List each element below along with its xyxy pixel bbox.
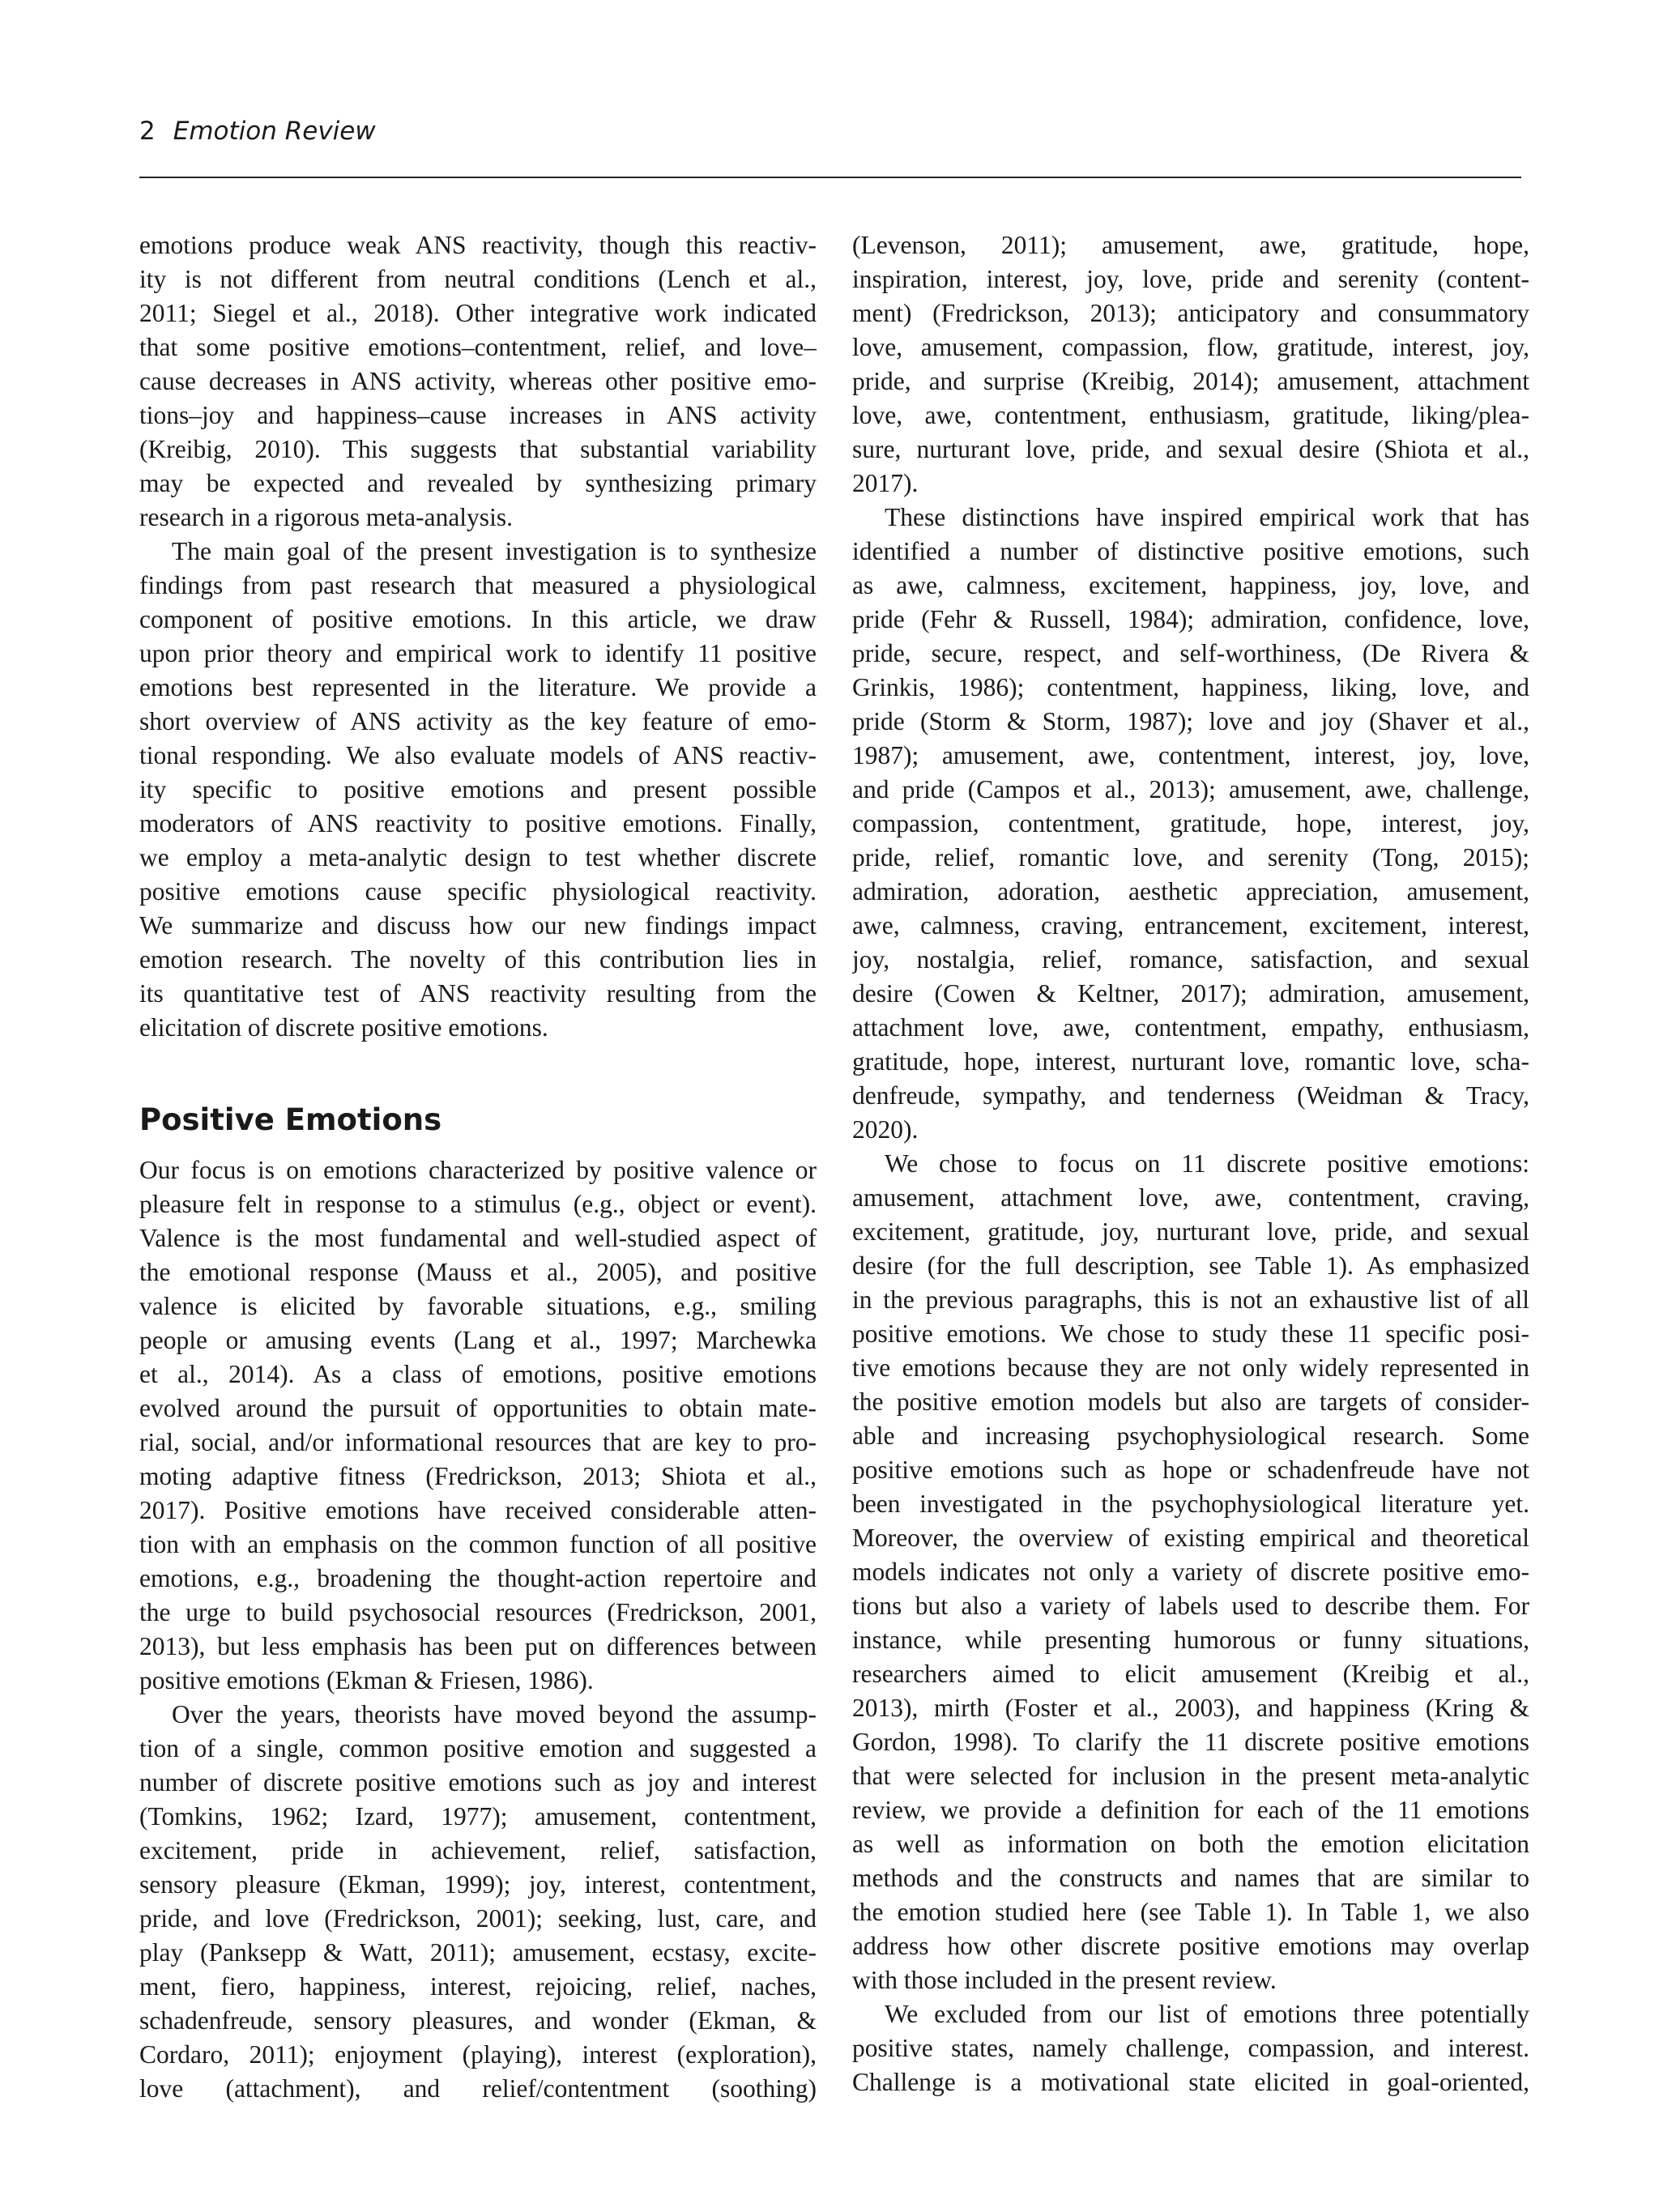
- text-line: address how other discrete positive emotions may overlap: [852, 1932, 1529, 1960]
- text-line: moderators of ANS reactivity to positive emotions. Finally,: [139, 809, 817, 837]
- paragraph: [139, 535, 817, 1045]
- text-line: ity specific to positive emotions and present possible: [139, 775, 817, 803]
- text-line: pride (Storm & Storm, 1987); love and joy (Shaver et al.,: [852, 707, 1529, 735]
- text-line: that were selected for inclusion in the present meta-analytic: [852, 1762, 1529, 1790]
- text-line: pride, secure, respect, and self-worthiness, (De Rivera &: [852, 639, 1529, 667]
- text-line: methods and the constructs and names that are similar to: [852, 1864, 1529, 1892]
- text-line: the emotional response (Mauss et al., 2005), and positive: [139, 1258, 817, 1286]
- text-line: that some positive emotions–contentment, relief, and love–: [139, 333, 817, 361]
- text-line: Cordaro, 2011); enjoyment (playing), interest (exploration),: [139, 2040, 817, 2069]
- text-line: denfreude, sympathy, and tenderness (Weidman & Tracy,: [852, 1081, 1529, 1110]
- text-line: attachment love, awe, contentment, empathy, enthusiasm,: [852, 1013, 1529, 1042]
- text-line: we employ a meta-analytic design to test whether discrete: [139, 843, 817, 872]
- text-line: (Tomkins, 1962; Izard, 1977); amusement, contentment,: [139, 1802, 817, 1831]
- text-line: admiration, adoration, aesthetic appreciation, amusement,: [852, 877, 1529, 906]
- text-line: tion with an emphasis on the common function of all positive: [139, 1530, 817, 1558]
- text-line: 2011; Siegel et al., 2018). Other integrative work indicated: [139, 299, 817, 327]
- text-line: positive emotions such as hope or schadenfreude have not: [852, 1455, 1529, 1484]
- text-line: instance, while presenting humorous or funny situations,: [852, 1626, 1529, 1654]
- paragraph: [139, 1698, 817, 2106]
- text-line: amusement, attachment love, awe, contentment, craving,: [852, 1183, 1529, 1212]
- text-line: (Kreibig, 2010). This suggests that substantial variability: [139, 435, 817, 463]
- text-line: upon prior theory and empirical work to identify 11 positive: [139, 639, 817, 667]
- text-line: emotions, e.g., broadening the thought-action repertoire and: [139, 1564, 817, 1592]
- text-line: love, awe, contentment, enthusiasm, gratitude, liking/plea-: [852, 401, 1529, 429]
- text-line: tions–joy and happiness–cause increases in ANS activity: [139, 401, 817, 429]
- text-line: tional responding. We also evaluate models of ANS reactiv-: [139, 741, 817, 769]
- header-rule: [139, 177, 1521, 178]
- text-line: ment) (Fredrickson, 2013); anticipatory and consummatory: [852, 299, 1529, 327]
- text-line: been investigated in the psychophysiological literature yet.: [852, 1490, 1529, 1518]
- text-line: Grinkis, 1986); contentment, happiness, liking, love, and: [852, 673, 1529, 701]
- text-line: review, we provide a definition for each of the 11 emotions: [852, 1796, 1529, 1824]
- text-line: We summarize and discuss how our new findings impact: [139, 911, 817, 940]
- text-line: short overview of ANS activity as the key feature of emo-: [139, 707, 817, 735]
- text-line: (Levenson, 2011); amusement, awe, gratitude, hope,: [852, 231, 1529, 259]
- text-line: Challenge is a motivational state elicited in goal-oriented,: [852, 2068, 1529, 2096]
- text-line: rial, social, and/or informational resources that are key to pro-: [139, 1428, 817, 1456]
- text-line: able and increasing psychophysiological research. Some: [852, 1421, 1529, 1450]
- text-line: positive emotions cause specific physiological reactivity.: [139, 877, 817, 906]
- text-line: joy, nostalgia, relief, romance, satisfaction, and sexual: [852, 945, 1529, 974]
- text-line: 2017). Positive emotions have received considerable atten-: [139, 1496, 817, 1524]
- text-line: emotion research. The novelty of this contribution lies in: [139, 945, 817, 974]
- text-line: inspiration, interest, joy, love, pride and serenity (content-: [852, 265, 1529, 293]
- text-line: and pride (Campos et al., 2013); amusement, awe, challenge,: [852, 775, 1529, 803]
- text-line: sure, nurturant love, pride, and sexual desire (Shiota et al.,: [852, 435, 1529, 463]
- text-line: cause decreases in ANS activity, whereas other positive emo-: [139, 367, 817, 395]
- text-line: the urge to build psychosocial resources (Fredrickson, 2001,: [139, 1598, 817, 1626]
- text-line: gratitude, hope, interest, nurturant love, romantic love, scha-: [852, 1047, 1529, 1076]
- text-line: positive emotions (Ekman & Friesen, 1986).: [139, 1666, 594, 1694]
- paragraph: [852, 1147, 1529, 1997]
- text-line: as awe, calmness, excitement, happiness, joy, love, and: [852, 571, 1529, 599]
- text-line: sensory pleasure (Ekman, 1999); joy, interest, contentment,: [139, 1870, 817, 1899]
- text-line: 2013), mirth (Foster et al., 2003), and happiness (Kring &: [852, 1694, 1529, 1722]
- text-line: ity is not different from neutral conditions (Lench et al.,: [139, 265, 817, 293]
- text-line: Valence is the most fundamental and well-studied aspect of: [139, 1224, 817, 1252]
- text-line: tion of a single, common positive emotion and suggested a: [139, 1734, 817, 1762]
- text-line: desire (for the full description, see Table 1). As emphasized: [852, 1251, 1529, 1280]
- text-line: We excluded from our list of emotions three potentially: [885, 2000, 1529, 2028]
- text-line: desire (Cowen & Keltner, 2017); admiration, amusement,: [852, 979, 1529, 1008]
- journal-title: Emotion Review: [173, 117, 376, 146]
- text-line: positive emotions. We chose to study these 11 specific posi-: [852, 1319, 1529, 1348]
- text-line: These distinctions have inspired empirical work that has: [885, 503, 1529, 531]
- text-line: moting adaptive fitness (Fredrickson, 2013; Shiota et al.,: [139, 1462, 817, 1490]
- text-line: love (attachment), and relief/contentment (soothing): [139, 2074, 817, 2103]
- text-line: 2013), but less emphasis has been put on differences between: [139, 1632, 817, 1660]
- text-line: its quantitative test of ANS reactivity resulting from the: [139, 979, 817, 1008]
- text-line: identified a number of distinctive positive emotions, such: [852, 537, 1529, 565]
- text-line: 2017).: [852, 469, 919, 497]
- running-head: [139, 113, 376, 149]
- text-line: We chose to focus on 11 discrete positive emotions:: [885, 1149, 1529, 1178]
- text-line: ment, fiero, happiness, interest, rejoicing, relief, naches,: [139, 1972, 817, 2001]
- text-line: positive states, namely challenge, compassion, and interest.: [852, 2034, 1529, 2062]
- text-line: may be expected and revealed by synthesizing primary: [139, 469, 817, 497]
- text-line: tions but also a variety of labels used to describe them. For: [852, 1592, 1529, 1620]
- text-line: tive emotions because they are not only widely represented in: [852, 1353, 1529, 1382]
- text-line: in the previous paragraphs, this is not an exhaustive list of all: [852, 1285, 1529, 1314]
- text-line: the positive emotion models but also are targets of consider-: [852, 1387, 1529, 1416]
- page-number: 2: [139, 117, 156, 146]
- text-line: The main goal of the present investigation is to synthesize: [172, 537, 817, 565]
- text-line: models indicates not only a variety of discrete positive emo-: [852, 1558, 1529, 1586]
- text-line: valence is elicited by favorable situations, e.g., smiling: [139, 1292, 817, 1320]
- text-line: pride, relief, romantic love, and serenity (Tong, 2015);: [852, 843, 1529, 872]
- text-line: Our focus is on emotions characterized by positive valence or: [139, 1156, 817, 1184]
- paragraph: [852, 228, 1529, 501]
- text-line: people or amusing events (Lang et al., 1997; Marchewka: [139, 1326, 817, 1354]
- text-line: pride (Fehr & Russell, 1984); admiration, confidence, love,: [852, 605, 1529, 633]
- text-line: researchers aimed to elicit amusement (Kreibig et al.,: [852, 1660, 1529, 1688]
- text-line: love, amusement, compassion, flow, gratitude, interest, joy,: [852, 333, 1529, 361]
- text-line: pleasure felt in response to a stimulus (e.g., object or event).: [139, 1190, 817, 1218]
- text-line: Over the years, theorists have moved beyond the assump-: [172, 1700, 817, 1728]
- right-column: [852, 228, 1529, 2099]
- text-line: evolved around the pursuit of opportunities to obtain mate-: [139, 1394, 817, 1422]
- section-heading: Positive Emotions: [139, 1102, 442, 1137]
- text-line: the emotion studied here (see Table 1). In Table 1, we also: [852, 1898, 1529, 1926]
- text-line: component of positive emotions. In this article, we draw: [139, 605, 817, 633]
- text-line: emotions best represented in the literature. We provide a: [139, 673, 817, 701]
- text-line: findings from past research that measured a physiological: [139, 571, 817, 599]
- text-line: pride, and surprise (Kreibig, 2014); amusement, attachment: [852, 367, 1529, 395]
- text-line: schadenfreude, sensory pleasures, and wonder (Ekman, &: [139, 2006, 817, 2035]
- text-line: number of discrete positive emotions such as joy and interest: [139, 1768, 817, 1796]
- text-line: compassion, contentment, gratitude, hope, interest, joy,: [852, 809, 1529, 837]
- text-line: excitement, pride in achievement, relief, satisfaction,: [139, 1836, 817, 1865]
- text-line: emotions produce weak ANS reactivity, though this reactiv-: [139, 231, 817, 259]
- paragraph: [852, 501, 1529, 1147]
- text-line: Gordon, 1998). To clarify the 11 discrete positive emotions: [852, 1728, 1529, 1756]
- text-line: pride, and love (Fredrickson, 2001); seeking, lust, care, and: [139, 1904, 817, 1933]
- text-line: with those included in the present review.: [852, 1966, 1277, 1994]
- text-line: awe, calmness, craving, entrancement, excitement, interest,: [852, 911, 1529, 940]
- text-line: et al., 2014). As a class of emotions, positive emotions: [139, 1360, 817, 1388]
- text-line: 2020).: [852, 1115, 919, 1144]
- text-line: Moreover, the overview of existing empirical and theoretical: [852, 1524, 1529, 1552]
- text-line: elicitation of discrete positive emotions.: [139, 1013, 548, 1042]
- text-line: 1987); amusement, awe, contentment, interest, joy, love,: [852, 741, 1529, 769]
- text-line: as well as information on both the emotion elicitation: [852, 1830, 1529, 1858]
- text-line: excitement, gratitude, joy, nurturant love, pride, and sexual: [852, 1217, 1529, 1246]
- paragraph: [139, 1153, 817, 1698]
- text-line: research in a rigorous meta-analysis.: [139, 503, 513, 531]
- paragraph: [139, 228, 817, 535]
- left-column: [139, 228, 817, 2106]
- paragraph: [852, 1997, 1529, 2099]
- text-line: play (Panksepp & Watt, 2011); amusement, ecstasy, excite-: [139, 1938, 817, 1967]
